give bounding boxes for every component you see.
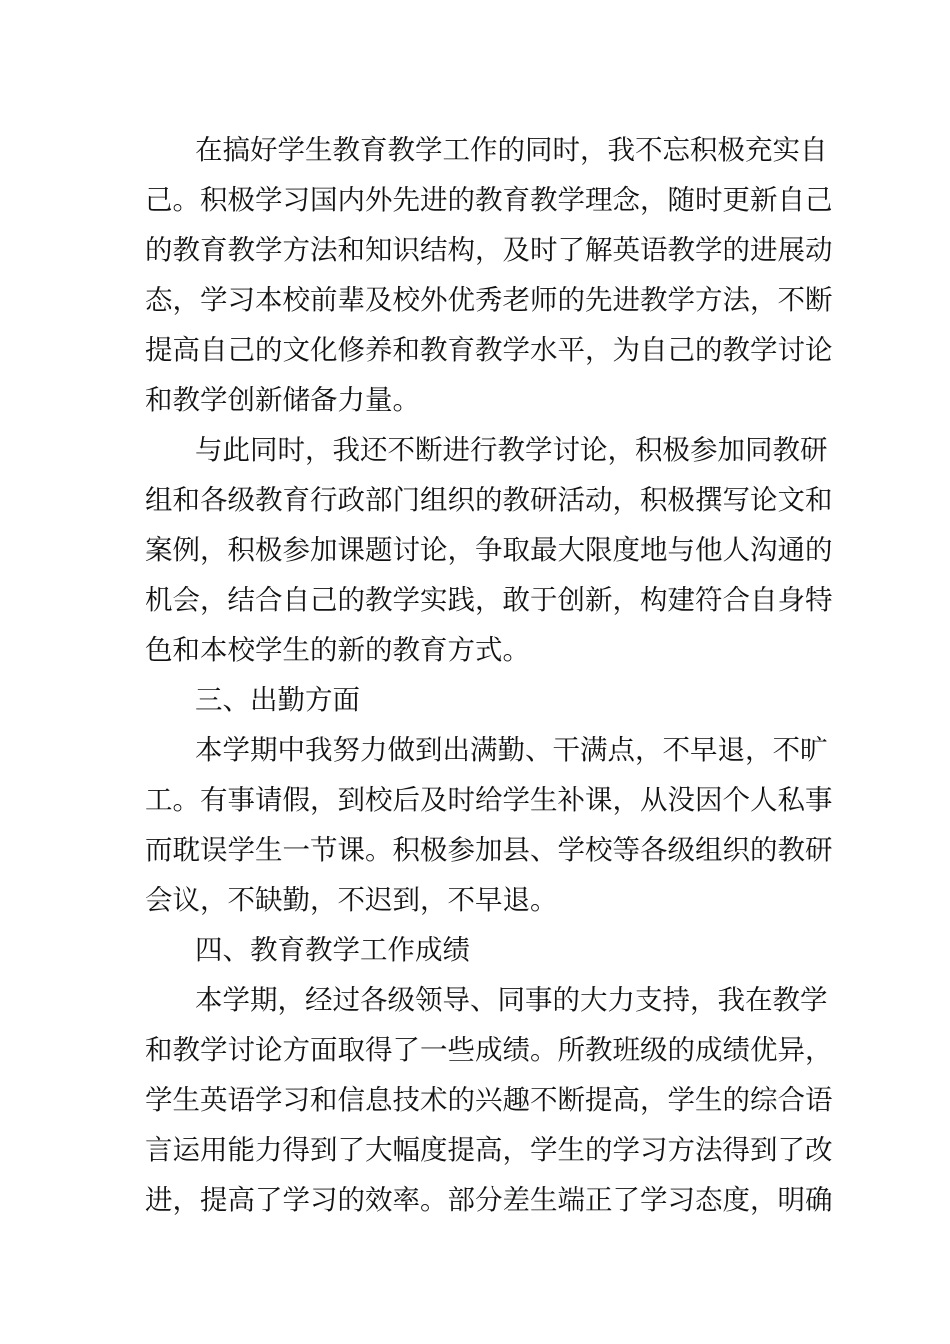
section-heading: 三、出勤方面 [195,684,360,716]
text-line: 与此同时，我还不断进行教学讨论，积极参加同教研 [195,434,828,466]
text-line: 工。有事请假，到校后及时给学生补课，从没因个人私事 [145,784,833,816]
text-line: 在搞好学生教育教学工作的同时，我不忘积极充实自 [195,134,828,166]
text-line: 己。积极学习国内外先进的教育教学理念，随时更新自己 [145,184,833,216]
text-line: 的教育教学方法和知识结构，及时了解英语教学的进展动 [145,234,833,266]
text-line: 而耽误学生一节课。积极参加县、学校等各级组织的教研 [145,834,833,866]
text-line: 会议，不缺勤，不迟到，不早退。 [145,884,558,916]
text-line: 学生英语学习和信息技术的兴趣不断提高，学生的综合语 [145,1084,833,1116]
text-line: 提高自己的文化修养和教育教学水平，为自己的教学讨论 [145,334,833,366]
text-line: 组和各级教育行政部门组织的教研活动，积极撰写论文和 [145,484,833,516]
text-line: 色和本校学生的新的教育方式。 [145,634,530,666]
text-line: 态，学习本校前辈及校外优秀老师的先进教学方法，不断 [145,284,833,316]
text-line: 和教学创新储备力量。 [145,384,420,416]
text-line: 机会，结合自己的教学实践，敢于创新，构建符合自身特 [145,584,833,616]
section-heading: 四、教育教学工作成绩 [195,934,470,966]
text-line: 言运用能力得到了大幅度提高，学生的学习方法得到了改 [145,1134,833,1166]
text-line: 和教学讨论方面取得了一些成绩。所教班级的成绩优异， [145,1034,833,1066]
text-line: 本学期，经过各级领导、同事的大力支持，我在教学 [195,984,828,1016]
text-line: 进，提高了学习的效率。部分差生端正了学习态度，明确 [145,1184,833,1216]
text-line: 本学期中我努力做到出满勤、干满点，不早退，不旷 [195,734,828,766]
text-line: 案例，积极参加课题讨论，争取最大限度地与他人沟通的 [145,534,833,566]
